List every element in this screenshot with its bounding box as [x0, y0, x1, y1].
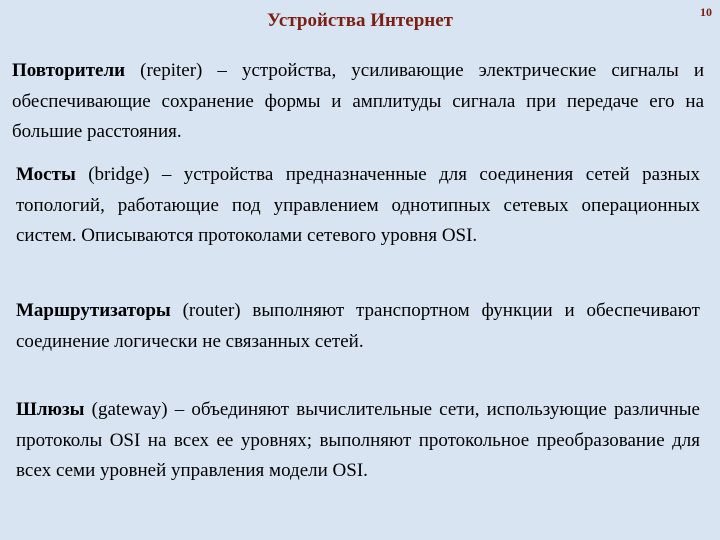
term-bridges: Мосты: [16, 164, 76, 185]
term-routers: Маршрутизаторы: [16, 300, 171, 321]
page-number: 10: [700, 5, 712, 19]
paragraph-gateways: [16, 395, 700, 487]
paragraph-repeaters: [12, 56, 704, 148]
text-repeaters: (repiter) – устройства, усиливающие электрические сигналы и обеспечивающие сохранение формы и амплитуды сигнала при передаче его на большие расстояния.: [12, 60, 704, 142]
text-routers: (router) выполняют транспортном функции и обеспечивают соединение логически не связанных сетей.: [16, 300, 700, 352]
text-bridges: (bridge) – устройства предназначенные для соединения сетей разных топологий, работающие под управлением однотипных сетевых операционных систем. Описываются протоколами сетевого уровня OSI.: [16, 164, 700, 246]
paragraph-bridges: [16, 160, 700, 252]
paragraph-routers: [16, 296, 700, 357]
term-gateways: Шлюзы: [16, 399, 85, 420]
text-gateways: (gateway) – объединяют вычислительные сети, использующие различные протоколы OSI на всех ее уровнях; выполняют протокольное преобразование для всех семи уровней управления модели OSI.: [16, 399, 700, 481]
page-title: Устройства Интернет: [267, 10, 453, 31]
term-repeaters: Повторители: [12, 60, 126, 81]
